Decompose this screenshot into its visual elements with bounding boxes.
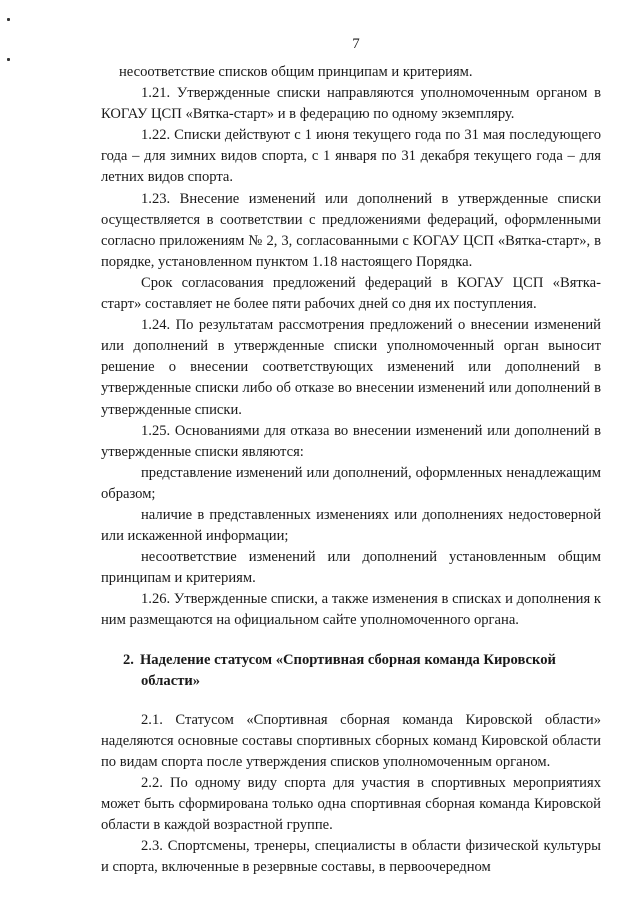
document-body (101, 62, 601, 878)
paragraph-approval-term: Срок согласования предложений федераций в КОГАУ ЦСП «Вятка-старт» составляет не более пяти рабочих дней со дня их поступления. (101, 274, 601, 313)
section-heading (101, 650, 601, 692)
scan-speck-top (7, 18, 10, 21)
page-number: 7 (352, 36, 360, 52)
refusal-reason-2: наличие в представленных изменениях или дополнениях недостоверной или искаженной информации; (101, 506, 601, 545)
refusal-reason-1: представление изменений или дополнений, оформленных ненадлежащим образом; (101, 464, 601, 502)
paragraph-1-22: 1.22. Списки действуют с 1 июня текущего года по 31 мая последующего года – для зимних видов спорта, с 1 января по 31 декабря текущего года – для летних видов спорта. (101, 127, 601, 186)
paragraph-continuation: несоответствие списков общим принципам и критериям. (119, 64, 473, 80)
paragraph-2-2: 2.2. По одному виду спорта для участия в спортивных мероприятиях может быть сформирована только одна спортивная сборная команда Кировской области в каждой возрастной группе. (101, 775, 601, 834)
paragraph-1-23: 1.23. Внесение изменений или дополнений в утвержденные списки осуществляется в соответствии с предложениями федераций, оформленными согласно приложениям № 2, 3, согласованными с КОГАУ ЦСП «Вятка-старт», в порядке, установленном пунктом 1.18 настоящего Порядка. (101, 190, 601, 270)
paragraph-1-21: 1.21. Утвержденные списки направляются уполномоченным органом в КОГАУ ЦСП «Вятка-старт» и в федерацию по одному экземпляру. (101, 85, 601, 123)
section-number: 2. (123, 651, 134, 668)
paragraph-1-24: 1.24. По результатам рассмотрения предложений о внесении изменений или дополнений в утвержденные списки уполномоченный орган выносит решение о внесении соответствующих изменений или дополнений в утвержденные списки либо об отказе во внесении изменений или дополнений в утвержденные списки. (101, 317, 601, 418)
refusal-reason-3: несоответствие изменений или дополнений установленным общим принципам и критериям. (101, 549, 601, 587)
paragraph-2-3: 2.3. Спортсмены, тренеры, специалисты в области физической культуры и спорта, включенные в резервные составы, в первоочередном (101, 838, 601, 876)
scan-speck-bottom (7, 58, 10, 61)
paragraph-2-1: 2.1. Статусом «Спортивная сборная команда Кировской области» наделяются основные составы спортивных сборных команд Кировской области по видам спорта после утверждения списков уполномоченным органом. (101, 711, 601, 770)
paragraph-1-26: 1.26. Утвержденные списки, а также изменения в списках и дополнения к ним размещаются на официальном сайте уполномоченного органа. (101, 591, 601, 629)
section-title: Наделение статусом «Спортивная сборная команда Кировской области» (139, 651, 556, 689)
paragraph-1-25: 1.25. Основаниями для отказа во внесении изменений или дополнений в утвержденные списки являются: (101, 422, 601, 460)
